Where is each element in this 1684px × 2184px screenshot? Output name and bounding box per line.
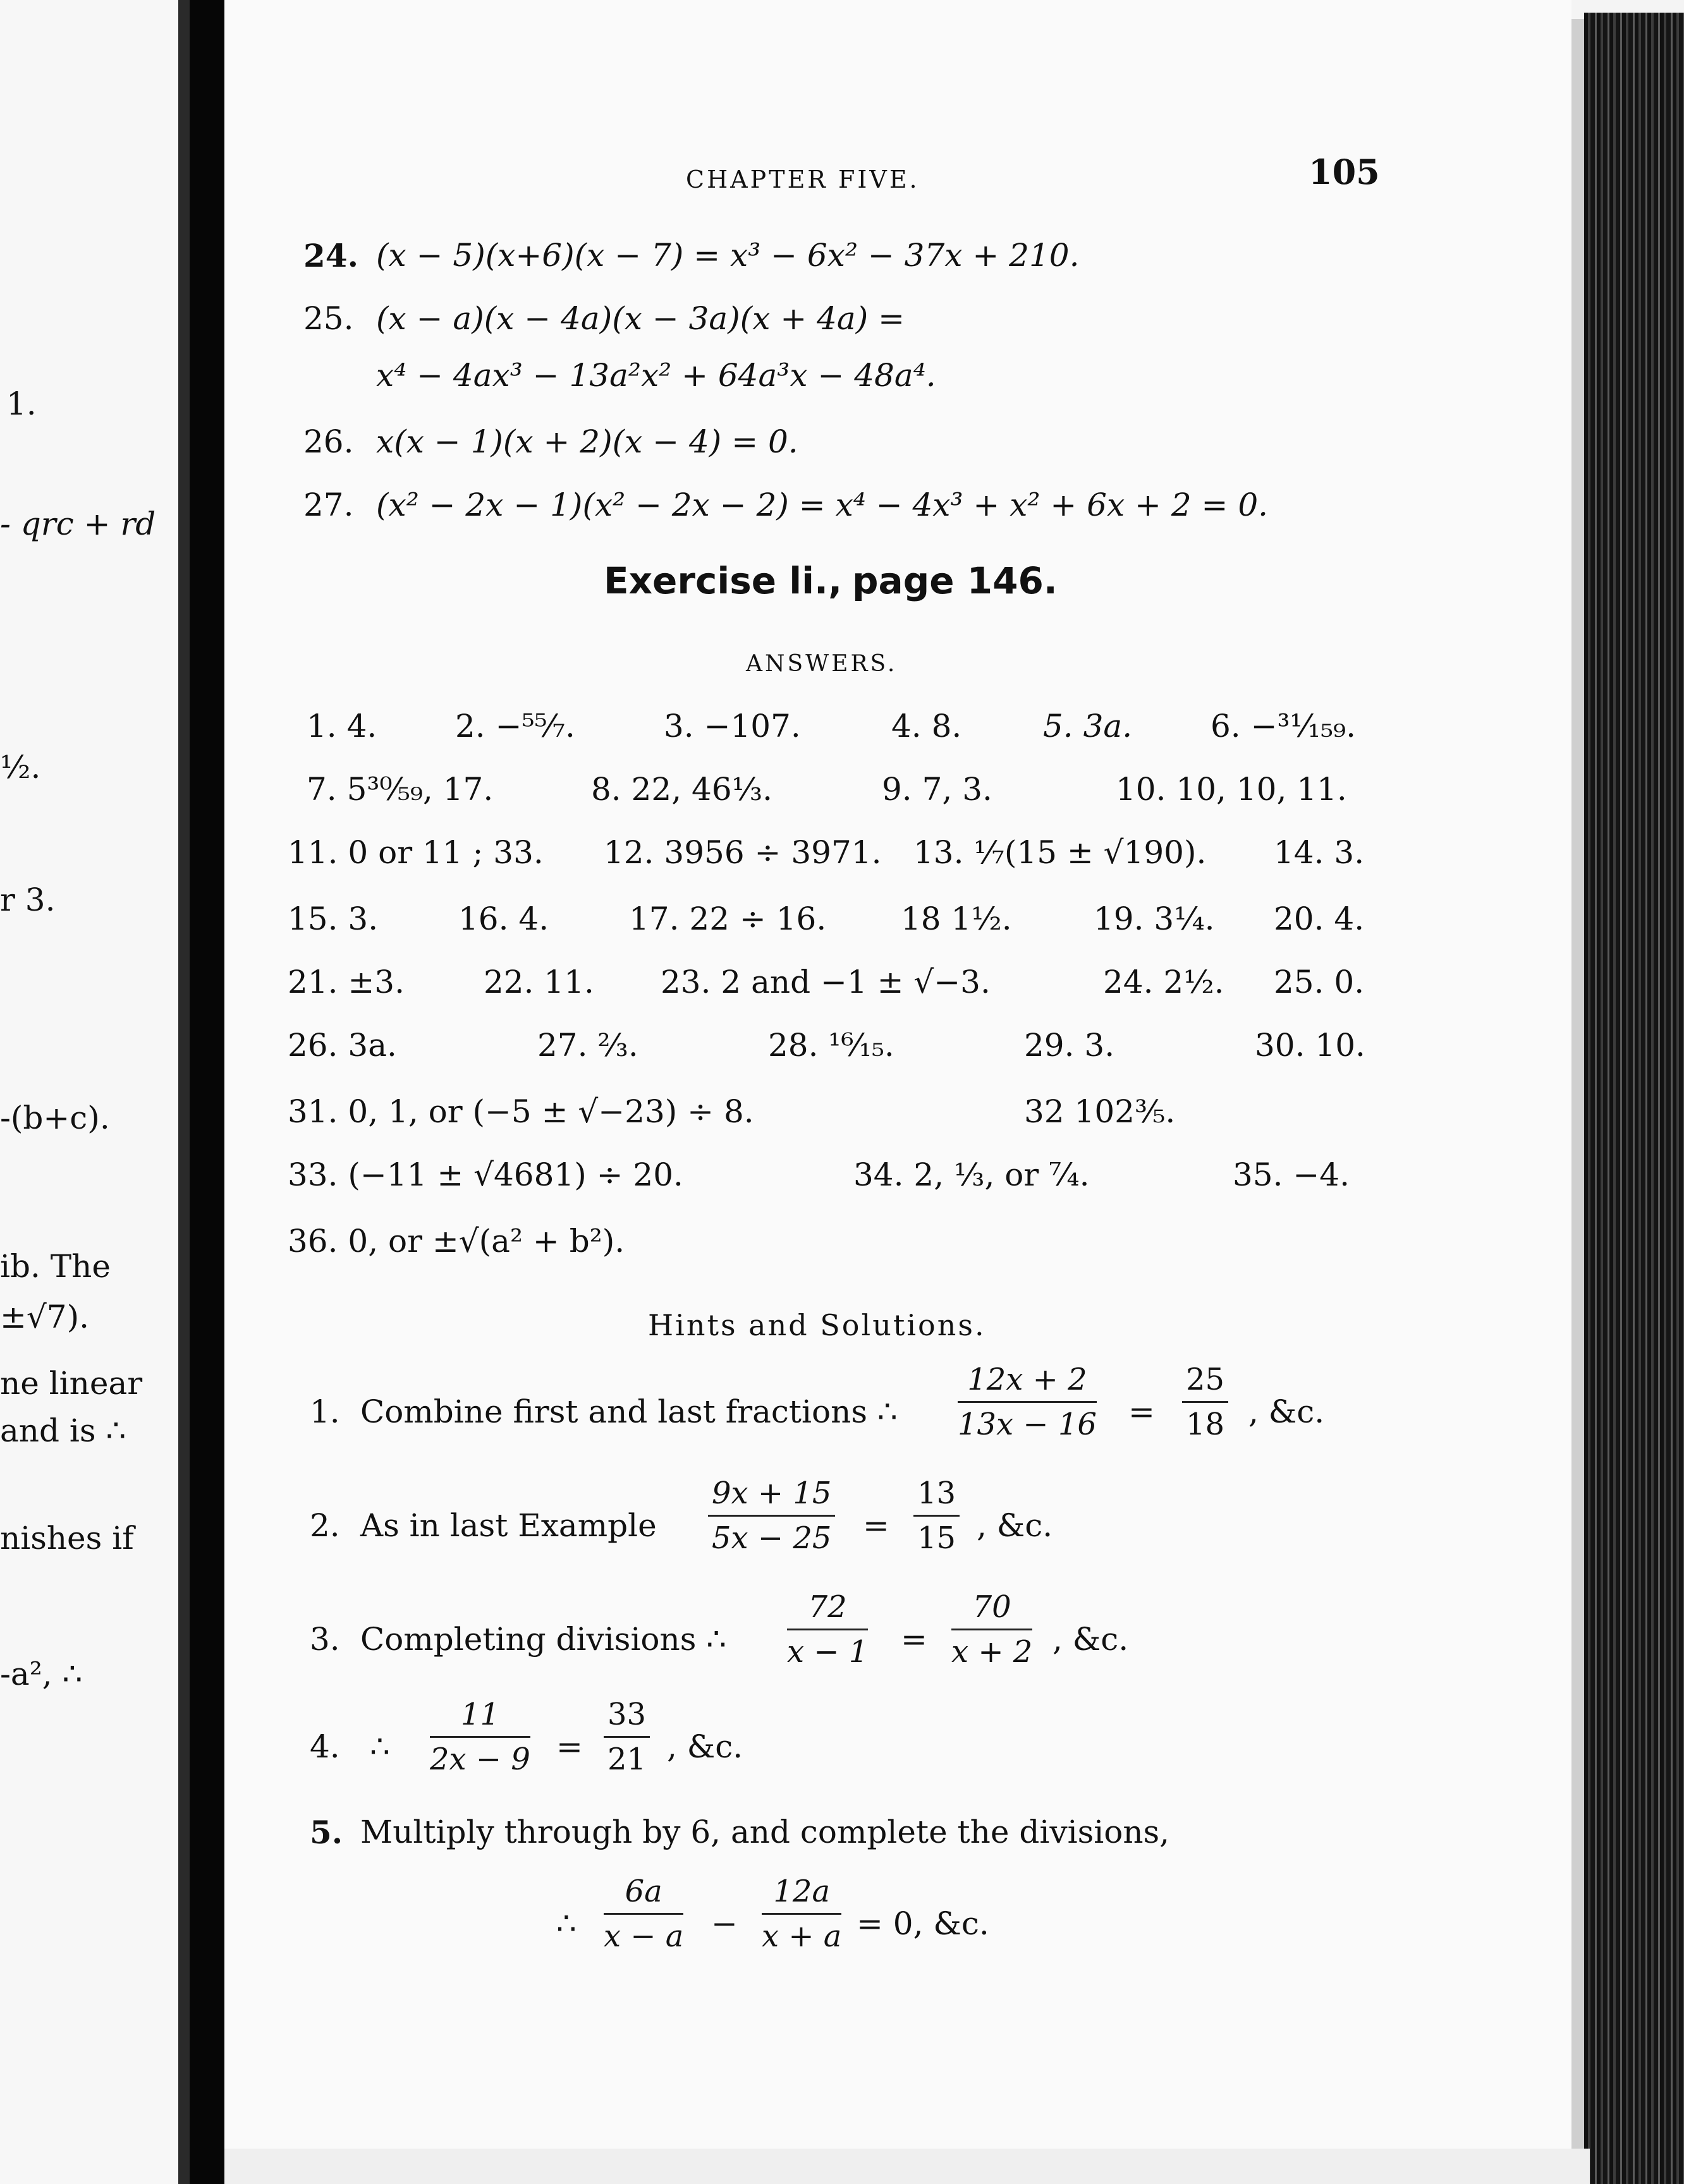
fraction-denominator: 18 [1186, 1407, 1225, 1442]
hint-tail: = 0, &c. [857, 1905, 989, 1942]
hint-number: 5. [310, 1814, 343, 1851]
left-fragment: ib. The [0, 1248, 111, 1285]
left-fragment: ±√7). [0, 1299, 89, 1335]
answer-item: 16. 4. [458, 901, 549, 937]
fraction [913, 1476, 960, 1556]
answer-item: 32 102⅗. [1024, 1093, 1176, 1130]
left-fragment: and is ∴ [0, 1412, 126, 1449]
answer-item: 10. 10, 10, 11. [1116, 771, 1347, 808]
fraction-denominator: 13x − 16 [958, 1407, 1097, 1442]
answer-item: 4. 8. [891, 708, 962, 744]
hint-text: Multiply through by 6, and complete the divisions, [360, 1814, 1170, 1850]
fraction-numerator: 72 [787, 1589, 868, 1630]
left-fragment: ne linear [0, 1365, 143, 1402]
left-fragment: nishes if [0, 1520, 134, 1556]
answer-item: 30. 10. [1255, 1027, 1365, 1064]
answer-item: 19. 3¼. [1094, 901, 1215, 937]
left-fragment: -(b+c). [0, 1100, 110, 1136]
answer-item: 9. 7, 3. [882, 771, 992, 808]
fraction-denominator: x + 2 [951, 1634, 1033, 1670]
left-fragment: 1. [6, 385, 37, 422]
answer-item: 36. 0, or ±√(a² + b²). [288, 1223, 625, 1259]
answer-item: 14. 3. [1274, 834, 1365, 871]
answer-item: 17. 22 ÷ 16. [629, 901, 827, 937]
fraction-numerator: 33 [604, 1697, 650, 1738]
fraction [787, 1589, 868, 1670]
hint-text: Completing divisions ∴ [360, 1621, 727, 1658]
page-fore-edge [1571, 19, 1584, 2168]
answer-item: 8. 22, 46⅓. [591, 771, 772, 808]
answer-item: 26. 3a. [288, 1027, 397, 1064]
answer-item: 35. −4. [1233, 1156, 1350, 1193]
answer-number: 25. [303, 300, 354, 337]
fraction [604, 1874, 683, 1954]
answer-number: 26. [303, 423, 354, 460]
fraction-numerator: 6a [604, 1874, 683, 1915]
fraction [951, 1589, 1032, 1670]
equals-sign: = [863, 1507, 889, 1544]
hint-number: 3. [310, 1621, 340, 1658]
book-edge [1584, 13, 1684, 2184]
left-fragment: ½. [0, 749, 41, 786]
answer-item: 5. 3a. [1043, 708, 1133, 744]
fraction-denominator: 2x − 9 [430, 1742, 530, 1777]
answer-item: 2. −⁵⁵⁄₇. [455, 708, 575, 744]
therefore-sign: ∴ [556, 1905, 577, 1942]
hint-tail: , &c. [667, 1728, 743, 1765]
fraction-denominator: 21 [607, 1742, 647, 1777]
exercise-title: Exercise li., [604, 559, 843, 602]
fraction-denominator: x − 1 [787, 1634, 869, 1670]
equals-sign: = [1128, 1393, 1155, 1430]
hints-heading: Hints and Solutions. [648, 1308, 986, 1342]
fraction-numerator: 12a [762, 1874, 841, 1915]
answer-item: 11. 0 or 11 ; 33. [288, 834, 544, 871]
answer-item: 25. 0. [1274, 964, 1365, 1000]
answer-item: 27. ⅔. [537, 1027, 638, 1064]
answer-item: 29. 3. [1024, 1027, 1115, 1064]
answer-item: 33. (−11 ± √4681) ÷ 20. [288, 1156, 683, 1193]
exercise-page: page 146. [852, 559, 1058, 602]
fraction [708, 1476, 835, 1556]
answer-item: 24. 2½. [1103, 964, 1224, 1000]
fraction-numerator: 11 [430, 1697, 530, 1738]
hint-tail: , &c. [977, 1507, 1053, 1544]
left-facing-page [0, 0, 178, 2184]
answer-item: 6. −³¹⁄₁₅₉. [1211, 708, 1356, 744]
answer-item: 28. ¹⁶⁄₁₅. [768, 1027, 894, 1064]
answer-item: 3. −107. [664, 708, 801, 744]
answer-item: 23. 2 and −1 ± √−3. [661, 964, 991, 1000]
fraction-denominator: x − a [604, 1919, 684, 1954]
answer-item: 34. 2, ⅓, or ⁷⁄₄. [853, 1156, 1090, 1193]
fraction [762, 1874, 841, 1954]
hint-text: Combine first and last fractions ∴ [360, 1393, 898, 1430]
page-bottom-margin [224, 2149, 1590, 2184]
fraction [958, 1362, 1097, 1442]
equals-sign: = [901, 1621, 927, 1658]
answer-number: 27. [303, 487, 354, 523]
answer-equation: (x² − 2x − 1)(x² − 2x − 2) = x⁴ − 4x³ + x² + 6x + 2 = 0. [376, 487, 1269, 523]
left-fragment: -a², ∴ [0, 1656, 83, 1692]
book-page [224, 0, 1571, 2149]
hint-tail: , &c. [1248, 1393, 1325, 1430]
fraction-numerator: 13 [913, 1476, 960, 1517]
exercise-heading [604, 559, 1058, 602]
answer-number: 24. [303, 237, 358, 274]
answer-item: 13. ⅐(15 ± √190). [913, 834, 1207, 871]
hint-number: 4. [310, 1728, 340, 1765]
fraction-numerator: 25 [1182, 1362, 1228, 1403]
minus-sign: − [711, 1905, 738, 1942]
hint-tail: , &c. [1052, 1621, 1129, 1658]
fraction-denominator: x + a [762, 1919, 842, 1954]
fraction-numerator: 12x + 2 [958, 1362, 1097, 1403]
running-header: CHAPTER FIVE. [686, 166, 920, 193]
left-fragment: - qrc + rd [0, 506, 156, 542]
equals-sign: = [556, 1728, 583, 1765]
answer-item: 15. 3. [288, 901, 379, 937]
fraction-numerator: 9x + 15 [708, 1476, 835, 1517]
hint-number: 1. [310, 1393, 340, 1430]
hint-number: 2. [310, 1507, 340, 1544]
hint-text: As in last Example [360, 1507, 657, 1544]
answer-equation: (x − 5)(x+6)(x − 7) = x³ − 6x² − 37x + 210. [376, 237, 1080, 274]
answer-item: 21. ±3. [288, 964, 405, 1000]
answer-item: 31. 0, 1, or (−5 ± √−23) ÷ 8. [288, 1093, 754, 1130]
fraction-numerator: 70 [951, 1589, 1032, 1630]
answer-item: 7. 5³⁰⁄₅₉, 17. [307, 771, 494, 808]
answer-item: 20. 4. [1274, 901, 1365, 937]
left-fragment: r 3. [0, 882, 56, 918]
fraction [1182, 1362, 1228, 1442]
answer-equation: (x − a)(x − 4a)(x − 3a)(x + 4a) = [376, 300, 905, 337]
fraction-denominator: 15 [917, 1520, 956, 1556]
therefore-sign: ∴ [370, 1728, 390, 1765]
answer-item: 22. 11. [484, 964, 594, 1000]
answer-item: 12. 3956 ÷ 3971. [604, 834, 882, 871]
answer-item: 18 1½. [901, 901, 1012, 937]
answers-label: ANSWERS. [746, 651, 898, 677]
answer-item: 1. 4. [307, 708, 377, 744]
page-number: 105 [1309, 152, 1380, 192]
book-gutter [190, 0, 224, 2184]
answer-equation: x(x − 1)(x + 2)(x − 4) = 0. [376, 423, 798, 460]
fraction-denominator: 5x − 25 [712, 1520, 832, 1556]
answer-equation-continued: x⁴ − 4ax³ − 13a²x² + 64a³x − 48a⁴. [376, 357, 936, 394]
fraction [430, 1697, 530, 1777]
fraction [604, 1697, 650, 1777]
